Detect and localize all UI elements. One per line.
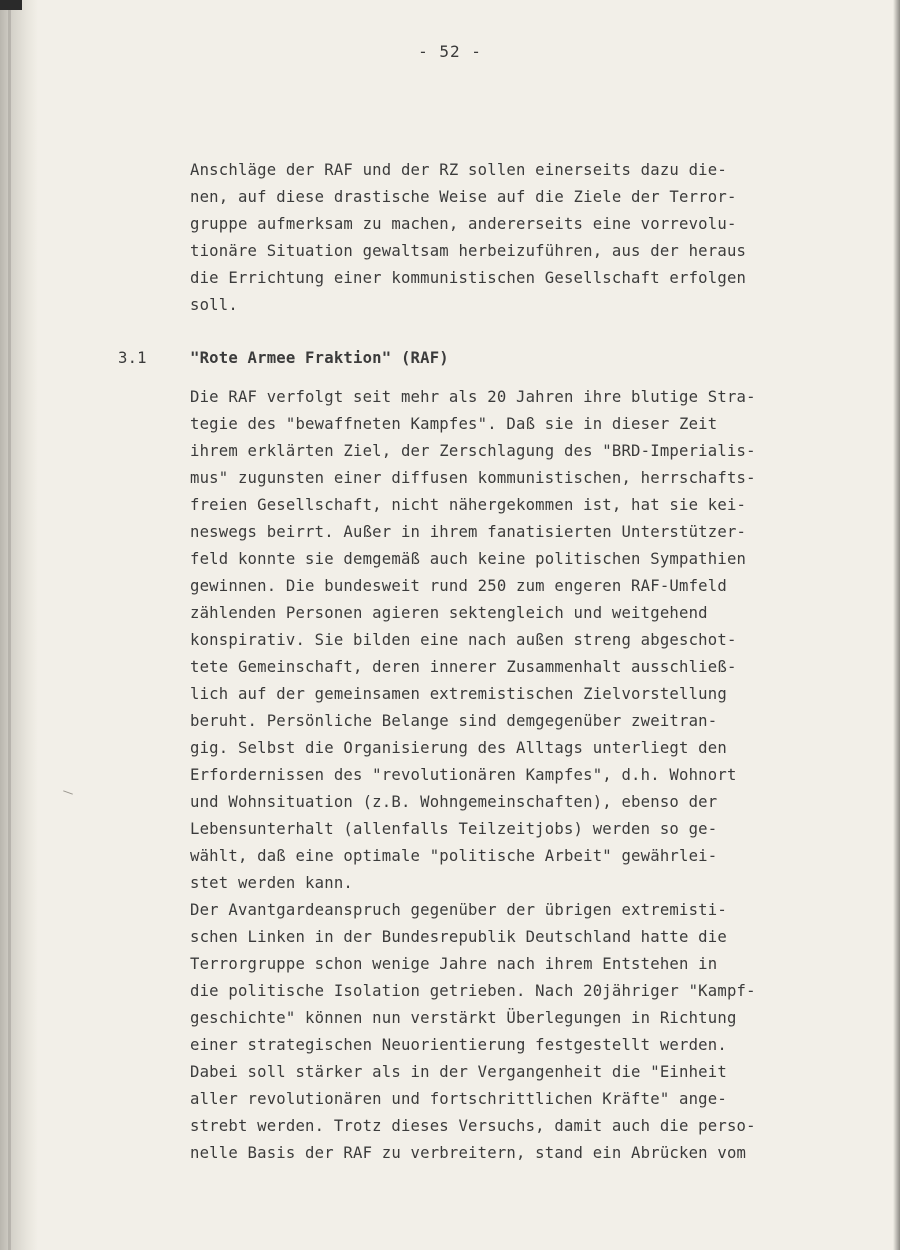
text-line: Die RAF verfolgt seit mehr als 20 Jahren ihre blutige Stra- (190, 388, 756, 406)
intro-paragraph (190, 157, 830, 319)
text-line: geschichte" können nun verstärkt Überlegungen in Richtung (190, 1009, 737, 1027)
text-line: mus" zugunsten einer diffusen kommunistischen, herrschafts- (190, 469, 756, 487)
page-number: - 52 - (418, 42, 482, 61)
text-line: Erfordernissen des "revolutionären Kampfes", d.h. Wohnort (190, 766, 737, 784)
text-line: neswegs beirrt. Außer in ihrem fanatisierten Unterstützer- (190, 523, 747, 541)
text-line: nelle Basis der RAF zu verbreitern, stand ein Abrücken vom (190, 1144, 747, 1162)
text-line: konspirativ. Sie bilden eine nach außen streng abgeschot- (190, 631, 737, 649)
text-line: schen Linken in der Bundesrepublik Deutschland hatte die (190, 928, 727, 946)
text-line: tegie des "bewaffneten Kampfes". Daß sie in dieser Zeit (190, 415, 718, 433)
text-line: nen, auf diese drastische Weise auf die Ziele der Terror- (190, 188, 737, 206)
text-line: strebt werden. Trotz dieses Versuchs, damit auch die perso- (190, 1117, 756, 1135)
main-paragraph (190, 384, 830, 1167)
text-line: Dabei soll stärker als in der Vergangenheit die "Einheit (190, 1063, 727, 1081)
text-line: die politische Isolation getrieben. Nach 20jähriger "Kampf- (190, 982, 756, 1000)
text-line: freien Gesellschaft, nicht nähergekommen ist, hat sie kei- (190, 496, 747, 514)
section-title: "Rote Armee Fraktion" (RAF) (190, 349, 449, 367)
text-line: tionäre Situation gewaltsam herbeizuführen, aus der heraus (190, 242, 747, 260)
page-right-edge (893, 0, 900, 1250)
text-line: soll. (190, 296, 238, 314)
text-line: ihrem erklärten Ziel, der Zerschlagung des "BRD-Imperialis- (190, 442, 756, 460)
text-line: und Wohnsituation (z.B. Wohngemeinschaften), ebenso der (190, 793, 718, 811)
text-line: wählt, daß eine optimale "politische Arbeit" gewährlei- (190, 847, 718, 865)
text-line: Der Avantgardeanspruch gegenüber der übrigen extremisti- (190, 901, 727, 919)
text-line: feld konnte sie demgemäß auch keine politischen Sympathien (190, 550, 747, 568)
text-line: Lebensunterhalt (allenfalls Teilzeitjobs) werden so ge- (190, 820, 718, 838)
text-line: aller revolutionären und fortschrittlichen Kräfte" ange- (190, 1090, 727, 1108)
text-line: Terrorgruppe schon wenige Jahre nach ihrem Entstehen in (190, 955, 718, 973)
text-line: stet werden kann. (190, 874, 353, 892)
text-line: gewinnen. Die bundesweit rund 250 zum engeren RAF-Umfeld (190, 577, 727, 595)
corner-scan-mark (0, 0, 22, 10)
binding-line (8, 0, 11, 1250)
margin-pencil-mark (63, 790, 73, 794)
text-line: zählenden Personen agieren sektengleich und weitgehend (190, 604, 708, 622)
text-line: gig. Selbst die Organisierung des Alltags unterliegt den (190, 739, 727, 757)
text-line: einer strategischen Neuorientierung festgestellt werden. (190, 1036, 727, 1054)
text-line: gruppe aufmerksam zu machen, andererseits eine vorrevolu- (190, 215, 737, 233)
text-line: tete Gemeinschaft, deren innerer Zusammenhalt ausschließ- (190, 658, 737, 676)
text-line: Anschläge der RAF und der RZ sollen einerseits dazu die- (190, 161, 727, 179)
text-line: die Errichtung einer kommunistischen Gesellschaft erfolgen (190, 269, 747, 287)
text-line: beruht. Persönliche Belange sind demgegenüber zweitran- (190, 712, 718, 730)
section-number: 3.1 (118, 349, 147, 367)
text-line: lich auf der gemeinsamen extremistischen Zielvorstellung (190, 685, 727, 703)
page-binding-shadow (0, 0, 38, 1250)
